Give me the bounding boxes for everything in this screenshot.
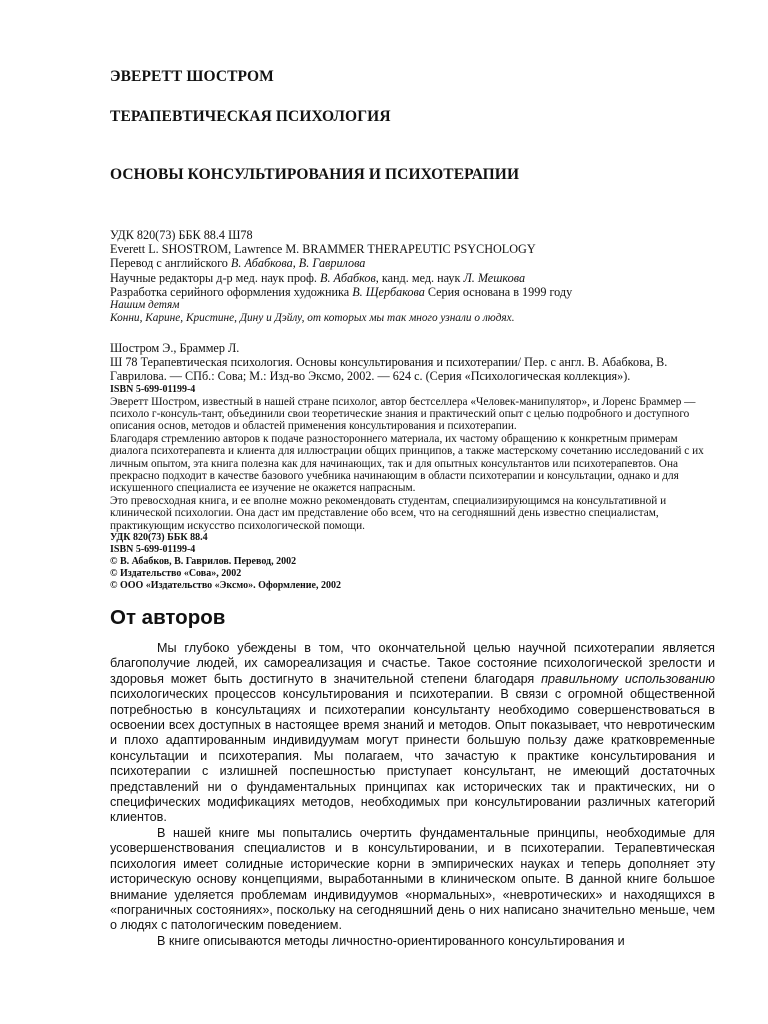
- copyright-line: © В. Абабков, В. Гаврилов. Перевод, 2002: [110, 556, 297, 568]
- catalog-description: Ш 78 Терапевтическая психология. Основы консультирования и психотерапии/ Пер. с англ. В. Абабкова, В. Гаврилова. — СПб.: Сова; М.: Изд-во Эксмо, 2002. — 624 с. (Серия «Психологическая коллекция»).: [110, 355, 668, 384]
- udk-line-2: УДК 820(73) ББК 88.4: [110, 532, 208, 544]
- body-paragraph: В книге описываются методы личностно-ориентированного консультирования и: [157, 933, 625, 948]
- design-line: Разработка серийного оформления художника В. Щербакова Серия основана в 1999 году: [110, 284, 573, 299]
- dedication-text: Конни, Карине, Кристине, Дину и Дэйлу, от которых мы так много узнали о людях.: [110, 312, 515, 325]
- book-title: ТЕРАПЕВТИЧЕСКАЯ ПСИХОЛОГИЯ: [110, 108, 391, 125]
- isbn-line: ISBN 5-699-01199-4: [110, 383, 196, 395]
- annotation-paragraph: Эверетт Шостром, известный в нашей стране психолог, автор бестселлера «Человек-манипулятор», и Лоренс Браммер — психоло г-консуль-тант, объединили свои теоретические знания и практический опыт с целью подробного и доступного описания основ, методов и областей применения консультирования и психотерапии.: [110, 395, 696, 433]
- catalog-authors: Шостром Э., Браммер Л.: [110, 341, 240, 355]
- annotation-paragraph: Это превосходная книга, и ее вполне можно рекомендовать студентам, специализирующимся на консультативной и клинической психологии. Она даст им представление обо всем, что на сегодняшний день известно специалистам, практикующим искусство психологической помощи.: [110, 494, 667, 532]
- isbn-line-2: ISBN 5-699-01199-4: [110, 544, 196, 556]
- editors-line: Научные редакторы д-р мед. наук проф. В. Абабков, канд. мед. наук Л. Мешкова: [110, 270, 526, 285]
- book-subtitle: ОСНОВЫ КОНСУЛЬТИРОВАНИЯ И ПСИХОТЕРАПИИ: [110, 166, 520, 183]
- section-body: [110, 641, 715, 949]
- publication-meta: [110, 228, 715, 326]
- translation-line: Перевод с английского В. Абабкова, В. Гаврилова: [110, 256, 366, 271]
- body-paragraph: В нашей книге мы попытались очертить фундаментальные принципы, необходимые для усовершенствования специалистов и в консультировании, и в психотерапии. Терапевтическая психология имеет солидные исторические корни в эмпирических науках и теперь дополняет эту историческую основу концепциями, выработанными в клиническом опыте. В данной книге большое внимание уделяется проблемам индивидуумов «нормальных», «невротических» и находящихся в «пограничных состояниях», поскольку на сегодняшний день о них написано значительно меньше, чем о людях с патологическим поведением.: [110, 825, 715, 933]
- annotation-paragraph: Благодаря стремлению авторов к подаче разностороннего материала, их частому обращению к конкретным примерам диалога психотерапевта и клиента для иллюстрации общих принципов, а также мастерскому сочетанию исследований с их личным опытом, эта книга полезна как для начинающих, так и для опытных консультантов или психотерапевтов. Она прекрасно подходит в качестве базового учебника начинающим в области психотерапии и консультации, однако и для искушенного специалиста ее изучение не окажется напрасным.: [110, 432, 704, 495]
- book-author: ЭВЕРЕТТ ШОСТРОМ: [110, 68, 274, 85]
- dedication-title: Нашим детям: [110, 299, 180, 312]
- copyright-line: © Издательство «Сова», 2002: [110, 568, 242, 580]
- udk-line: УДК 820(73) ББК 88.4 Ш78: [110, 228, 253, 242]
- body-paragraph: Мы глубоко убеждены в том, что окончательной целью научной психотерапии является благополучие людей, их самореализация и счастье. Такое состояние психологической зрелости и здоровья может быть достигнуто в значительной степени благодаря правильному использованию психологических процессов консультирования и психотерапии. В связи с огромной общественной потребностью в консультациях и психотерапии консультанту необходимо совершенствоваться в освоении всех доступных в настоящее время знаний и методов. Опыт показывает, что невротическим и плохо адаптированным индивидуумам могут принести большую пользу даже кратковременные консультации и психотерапия. Мы полагаем, что зачастую к практике консультирования и психотерапии с излишней поспешностью приступает консультант, не имеющий достаточных представлений ни о фундаментальных принципах как исторических так и практических, ни о специфических модификациях методов, необходимых при консультировании различных категорий клиентов.: [110, 641, 715, 825]
- catalog-record: [110, 341, 715, 592]
- section-heading: От авторов: [110, 606, 226, 629]
- copyright-line: © ООО «Издательство «Эксмо». Оформление, 2002: [110, 580, 341, 592]
- original-title: Everett L. SHOSTROM, Lawrence M. BRAMMER THERAPEUTIC PSYCHOLOGY: [110, 242, 536, 257]
